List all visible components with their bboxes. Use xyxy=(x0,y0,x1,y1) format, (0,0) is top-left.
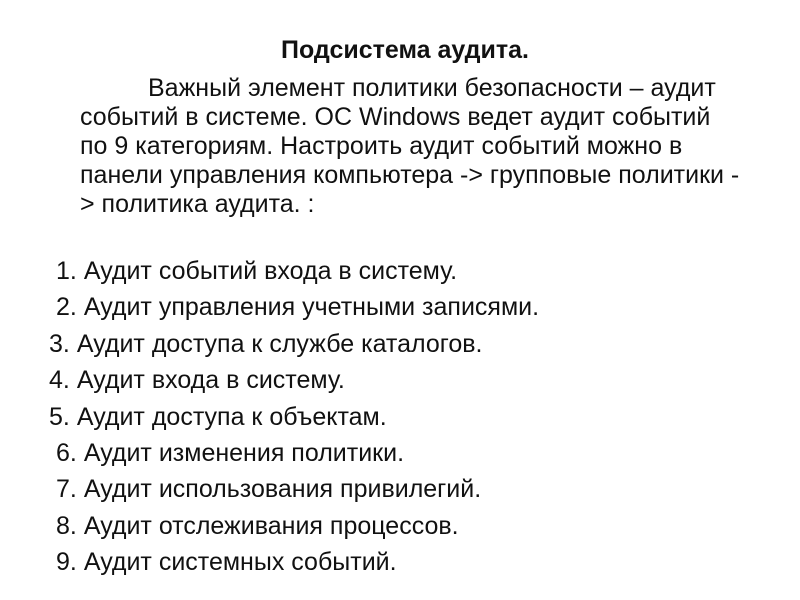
list-item xyxy=(0,292,800,328)
list-item-text: Аудит доступа к объектам. xyxy=(76,402,387,431)
audit-category-list xyxy=(0,256,800,584)
list-item xyxy=(0,402,800,438)
list-item-text: Аудит событий входа в систему. xyxy=(83,257,458,285)
list-item-number: 8. xyxy=(56,511,77,540)
list-item-text: Аудит входа в систему. xyxy=(76,366,345,395)
list-item-number: 3. xyxy=(49,329,70,358)
list-item xyxy=(0,438,800,474)
list-item-number: 7. xyxy=(56,475,77,504)
list-item-text: Аудит использования привилегий. xyxy=(83,475,482,504)
list-item xyxy=(0,365,800,401)
list-item-text: Аудит изменения политики. xyxy=(83,438,405,467)
intro-paragraph: Важный элемент политики безопасности – аудит событий в системе. ОС Windows ведет аудит событий по 9 категориям. Настроить аудит событий можно в панели управления компьютера -> групповые политики -> политика аудита. : xyxy=(80,74,740,218)
slide-title: Подсистема аудита. xyxy=(281,36,529,64)
list-item-number: 1. xyxy=(56,257,77,285)
list-item xyxy=(0,329,800,365)
list-item-number: 4. xyxy=(49,366,70,395)
list-item-number: 6. xyxy=(56,438,77,467)
list-item-number: 5. xyxy=(49,402,70,431)
list-item-text: Аудит системных событий. xyxy=(83,548,397,577)
list-item-text: Аудит отслеживания процессов. xyxy=(83,511,459,540)
list-item-number: 2. xyxy=(56,293,77,322)
list-item xyxy=(0,547,800,583)
list-item-text: Аудит доступа к службе каталогов. xyxy=(76,329,483,358)
list-item-text: Аудит управления учетными записями. xyxy=(83,293,540,322)
list-item xyxy=(0,474,800,510)
list-item xyxy=(0,256,800,292)
list-item xyxy=(0,511,800,547)
list-item-number: 9. xyxy=(56,548,77,577)
